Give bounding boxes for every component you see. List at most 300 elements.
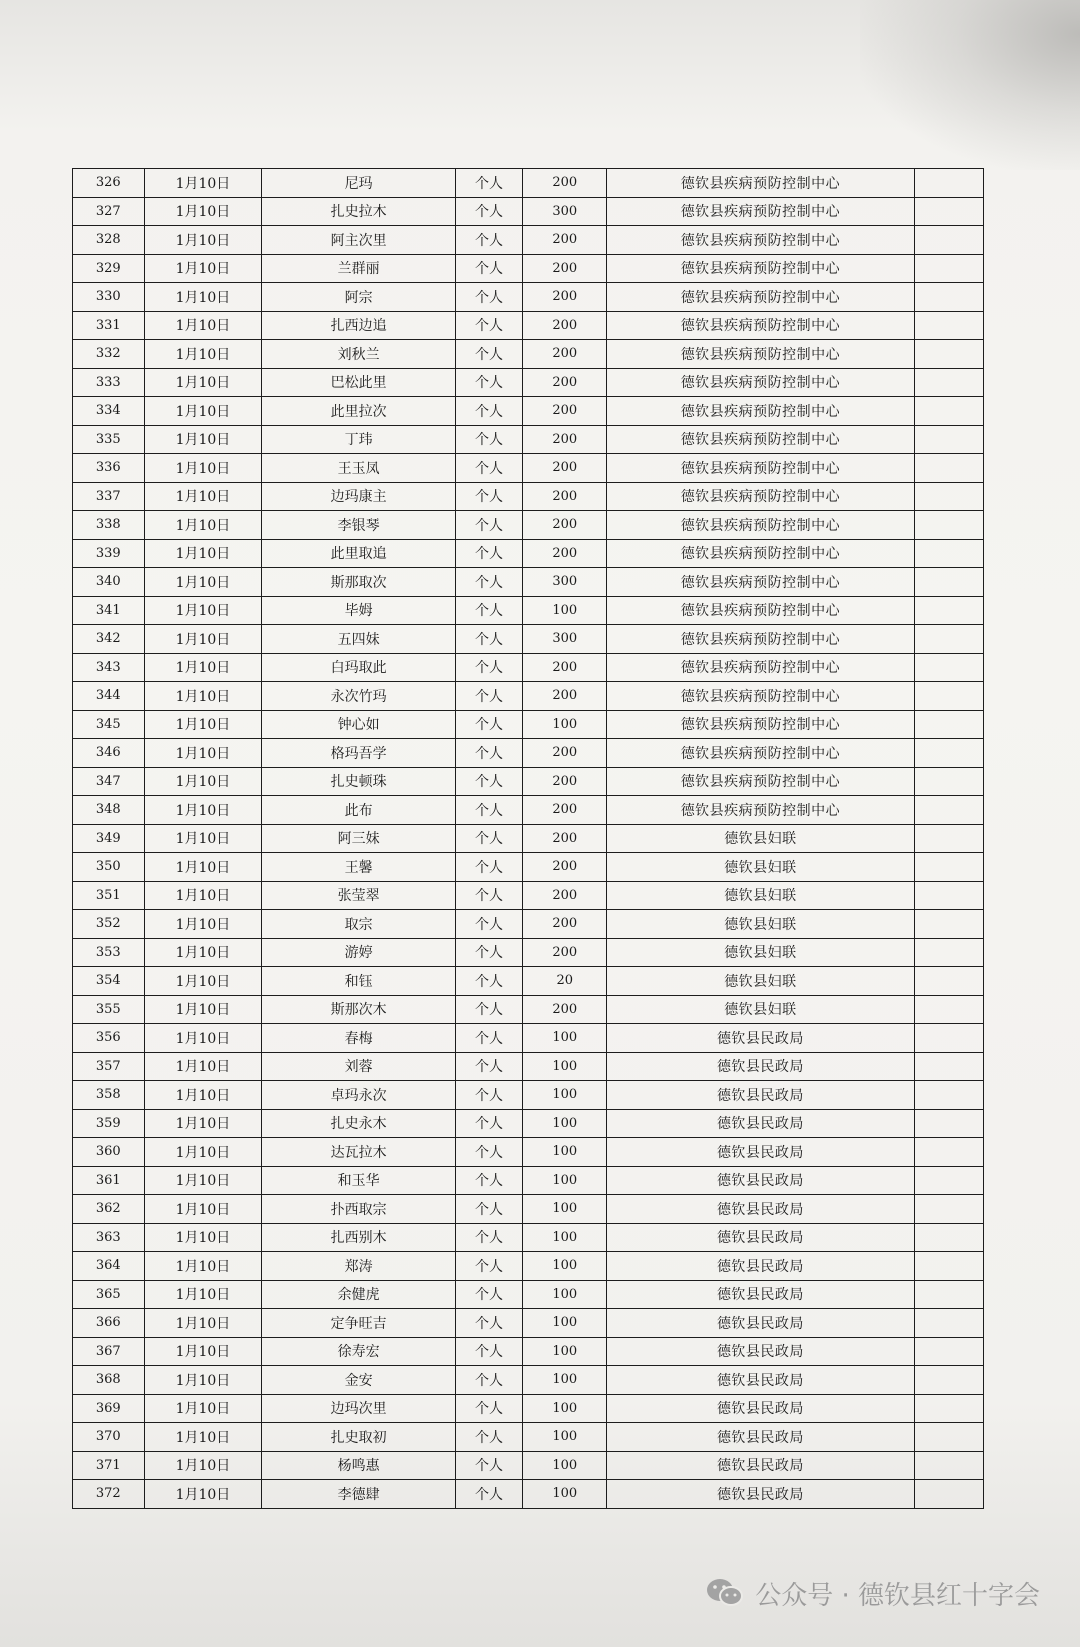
table-row	[73, 1138, 984, 1167]
row-number: 327	[73, 197, 145, 226]
table-row	[73, 739, 984, 768]
donor-name: 刘秋兰	[262, 340, 456, 369]
row-date: 1月10日	[144, 226, 262, 255]
remark-cell	[914, 169, 983, 198]
donation-amount: 200	[523, 511, 607, 540]
donor-type: 个人	[455, 910, 522, 939]
shadow-overlay	[860, 0, 1080, 170]
donor-type: 个人	[455, 853, 522, 882]
remark-cell	[914, 425, 983, 454]
donation-amount: 200	[523, 539, 607, 568]
remark-cell	[914, 682, 983, 711]
donor-type: 个人	[455, 311, 522, 340]
remark-cell	[914, 1394, 983, 1423]
donation-amount: 200	[523, 397, 607, 426]
donation-amount: 100	[523, 1337, 607, 1366]
donation-amount: 200	[523, 910, 607, 939]
row-number: 353	[73, 938, 145, 967]
donation-amount: 100	[523, 1052, 607, 1081]
donor-type: 个人	[455, 397, 522, 426]
table-row	[73, 1252, 984, 1281]
recipient-unit: 德钦县疾病预防控制中心	[607, 625, 914, 654]
donor-name: 永次竹玛	[262, 682, 456, 711]
donor-name: 李银琴	[262, 511, 456, 540]
row-number: 344	[73, 682, 145, 711]
table-row	[73, 1337, 984, 1366]
donor-type: 个人	[455, 938, 522, 967]
remark-cell	[914, 739, 983, 768]
table-row	[73, 1052, 984, 1081]
row-number: 362	[73, 1195, 145, 1224]
donor-name: 余健虎	[262, 1280, 456, 1309]
donor-name: 达瓦拉木	[262, 1138, 456, 1167]
row-number: 337	[73, 482, 145, 511]
donor-type: 个人	[455, 1138, 522, 1167]
remark-cell	[914, 796, 983, 825]
donation-amount: 100	[523, 1166, 607, 1195]
row-date: 1月10日	[144, 169, 262, 198]
remark-cell	[914, 1451, 983, 1480]
recipient-unit: 德钦县民政局	[607, 1252, 914, 1281]
table-row	[73, 311, 984, 340]
table-row	[73, 1451, 984, 1480]
table-row	[73, 1394, 984, 1423]
row-number: 345	[73, 710, 145, 739]
row-date: 1月10日	[144, 853, 262, 882]
row-number: 335	[73, 425, 145, 454]
row-date: 1月10日	[144, 796, 262, 825]
donor-type: 个人	[455, 767, 522, 796]
donor-type: 个人	[455, 653, 522, 682]
donor-type: 个人	[455, 1394, 522, 1423]
row-date: 1月10日	[144, 1480, 262, 1509]
table-row	[73, 881, 984, 910]
donation-amount: 200	[523, 995, 607, 1024]
remark-cell	[914, 340, 983, 369]
row-number: 332	[73, 340, 145, 369]
remark-cell	[914, 881, 983, 910]
donation-amount: 100	[523, 1109, 607, 1138]
recipient-unit: 德钦县疾病预防控制中心	[607, 340, 914, 369]
row-number: 330	[73, 283, 145, 312]
row-number: 343	[73, 653, 145, 682]
row-date: 1月10日	[144, 653, 262, 682]
donation-amount: 200	[523, 739, 607, 768]
donor-name: 杨鸣惠	[262, 1451, 456, 1480]
row-number: 370	[73, 1423, 145, 1452]
remark-cell	[914, 653, 983, 682]
donation-amount: 100	[523, 1451, 607, 1480]
donor-name: 边玛康主	[262, 482, 456, 511]
row-date: 1月10日	[144, 1394, 262, 1423]
recipient-unit: 德钦县疾病预防控制中心	[607, 368, 914, 397]
row-date: 1月10日	[144, 1252, 262, 1281]
row-date: 1月10日	[144, 1309, 262, 1338]
table-row	[73, 283, 984, 312]
table-row	[73, 1081, 984, 1110]
donation-amount: 200	[523, 454, 607, 483]
row-date: 1月10日	[144, 1052, 262, 1081]
row-number: 350	[73, 853, 145, 882]
donation-amount: 200	[523, 824, 607, 853]
table-row	[73, 397, 984, 426]
row-number: 346	[73, 739, 145, 768]
donor-name: 游婷	[262, 938, 456, 967]
donor-type: 个人	[455, 1166, 522, 1195]
table-row	[73, 1366, 984, 1395]
remark-cell	[914, 967, 983, 996]
remark-cell	[914, 1280, 983, 1309]
remark-cell	[914, 568, 983, 597]
donor-type: 个人	[455, 739, 522, 768]
row-date: 1月10日	[144, 1138, 262, 1167]
row-number: 365	[73, 1280, 145, 1309]
donation-amount: 200	[523, 368, 607, 397]
donor-name: 毕姆	[262, 596, 456, 625]
remark-cell	[914, 511, 983, 540]
donor-name: 和玉华	[262, 1166, 456, 1195]
table-row	[73, 226, 984, 255]
donor-type: 个人	[455, 1195, 522, 1224]
row-number: 354	[73, 967, 145, 996]
table-row	[73, 967, 984, 996]
donation-amount: 200	[523, 169, 607, 198]
donor-type: 个人	[455, 226, 522, 255]
row-date: 1月10日	[144, 340, 262, 369]
row-number: 342	[73, 625, 145, 654]
recipient-unit: 德钦县妇联	[607, 824, 914, 853]
recipient-unit: 德钦县疾病预防控制中心	[607, 169, 914, 198]
row-number: 328	[73, 226, 145, 255]
donor-type: 个人	[455, 539, 522, 568]
table-row	[73, 796, 984, 825]
row-number: 360	[73, 1138, 145, 1167]
recipient-unit: 德钦县民政局	[607, 1109, 914, 1138]
remark-cell	[914, 539, 983, 568]
recipient-unit: 德钦县疾病预防控制中心	[607, 539, 914, 568]
row-number: 357	[73, 1052, 145, 1081]
table-row	[73, 625, 984, 654]
remark-cell	[914, 1109, 983, 1138]
recipient-unit: 德钦县疾病预防控制中心	[607, 226, 914, 255]
donor-name: 斯那取次	[262, 568, 456, 597]
recipient-unit: 德钦县疾病预防控制中心	[607, 454, 914, 483]
row-number: 368	[73, 1366, 145, 1395]
remark-cell	[914, 710, 983, 739]
table-row	[73, 425, 984, 454]
remark-cell	[914, 910, 983, 939]
remark-cell	[914, 995, 983, 1024]
donation-amount: 200	[523, 767, 607, 796]
donor-name: 扎史顿珠	[262, 767, 456, 796]
recipient-unit: 德钦县民政局	[607, 1366, 914, 1395]
row-date: 1月10日	[144, 938, 262, 967]
donor-name: 兰群丽	[262, 254, 456, 283]
table-row	[73, 596, 984, 625]
recipient-unit: 德钦县疾病预防控制中心	[607, 682, 914, 711]
remark-cell	[914, 226, 983, 255]
row-number: 363	[73, 1223, 145, 1252]
row-date: 1月10日	[144, 197, 262, 226]
remark-cell	[914, 1480, 983, 1509]
donor-type: 个人	[455, 568, 522, 597]
row-date: 1月10日	[144, 1337, 262, 1366]
row-number: 331	[73, 311, 145, 340]
table-row	[73, 995, 984, 1024]
donor-type: 个人	[455, 254, 522, 283]
row-date: 1月10日	[144, 881, 262, 910]
donation-amount: 100	[523, 1252, 607, 1281]
donor-type: 个人	[455, 169, 522, 198]
recipient-unit: 德钦县民政局	[607, 1195, 914, 1224]
row-number: 351	[73, 881, 145, 910]
donor-name: 扎史取初	[262, 1423, 456, 1452]
recipient-unit: 德钦县疾病预防控制中心	[607, 710, 914, 739]
donor-name: 徐寿宏	[262, 1337, 456, 1366]
donor-name: 张莹翠	[262, 881, 456, 910]
row-number: 341	[73, 596, 145, 625]
recipient-unit: 德钦县疾病预防控制中心	[607, 568, 914, 597]
donation-amount: 200	[523, 881, 607, 910]
remark-cell	[914, 1052, 983, 1081]
row-date: 1月10日	[144, 767, 262, 796]
donation-amount: 200	[523, 254, 607, 283]
row-date: 1月10日	[144, 1024, 262, 1053]
recipient-unit: 德钦县疾病预防控制中心	[607, 425, 914, 454]
recipient-unit: 德钦县疾病预防控制中心	[607, 197, 914, 226]
donor-name: 卓玛永次	[262, 1081, 456, 1110]
remark-cell	[914, 1223, 983, 1252]
row-date: 1月10日	[144, 625, 262, 654]
row-number: 367	[73, 1337, 145, 1366]
remark-cell	[914, 625, 983, 654]
donor-type: 个人	[455, 967, 522, 996]
table-row	[73, 1195, 984, 1224]
donor-name: 扎西别木	[262, 1223, 456, 1252]
donor-type: 个人	[455, 596, 522, 625]
donor-type: 个人	[455, 482, 522, 511]
donor-type: 个人	[455, 1309, 522, 1338]
donor-name: 五四妹	[262, 625, 456, 654]
recipient-unit: 德钦县妇联	[607, 881, 914, 910]
donor-type: 个人	[455, 682, 522, 711]
row-number: 366	[73, 1309, 145, 1338]
table-row	[73, 938, 984, 967]
recipient-unit: 德钦县疾病预防控制中心	[607, 482, 914, 511]
recipient-unit: 德钦县疾病预防控制中心	[607, 254, 914, 283]
recipient-unit: 德钦县妇联	[607, 995, 914, 1024]
donor-name: 和钰	[262, 967, 456, 996]
table-row	[73, 710, 984, 739]
donor-name: 王玉凤	[262, 454, 456, 483]
remark-cell	[914, 1366, 983, 1395]
row-date: 1月10日	[144, 283, 262, 312]
table-row	[73, 511, 984, 540]
donor-type: 个人	[455, 1423, 522, 1452]
donor-type: 个人	[455, 454, 522, 483]
donor-name: 阿三妹	[262, 824, 456, 853]
row-date: 1月10日	[144, 1081, 262, 1110]
donation-amount: 200	[523, 283, 607, 312]
donation-amount: 100	[523, 1309, 607, 1338]
donor-type: 个人	[455, 625, 522, 654]
row-number: 352	[73, 910, 145, 939]
row-date: 1月10日	[144, 482, 262, 511]
donation-amount: 100	[523, 1138, 607, 1167]
recipient-unit: 德钦县民政局	[607, 1280, 914, 1309]
table-row	[73, 1423, 984, 1452]
donor-type: 个人	[455, 340, 522, 369]
recipient-unit: 德钦县妇联	[607, 967, 914, 996]
donor-name: 刘蓉	[262, 1052, 456, 1081]
donor-name: 丁玮	[262, 425, 456, 454]
donor-type: 个人	[455, 995, 522, 1024]
donation-amount: 200	[523, 653, 607, 682]
donation-amount: 100	[523, 1195, 607, 1224]
row-number: 356	[73, 1024, 145, 1053]
row-date: 1月10日	[144, 739, 262, 768]
remark-cell	[914, 482, 983, 511]
donor-type: 个人	[455, 1280, 522, 1309]
remark-cell	[914, 1081, 983, 1110]
donor-type: 个人	[455, 1252, 522, 1281]
recipient-unit: 德钦县疾病预防控制中心	[607, 596, 914, 625]
donor-name: 郑涛	[262, 1252, 456, 1281]
table-row	[73, 254, 984, 283]
remark-cell	[914, 824, 983, 853]
recipient-unit: 德钦县民政局	[607, 1223, 914, 1252]
row-date: 1月10日	[144, 1366, 262, 1395]
table-row	[73, 368, 984, 397]
donation-amount: 100	[523, 1081, 607, 1110]
table-row	[73, 767, 984, 796]
row-date: 1月10日	[144, 425, 262, 454]
row-date: 1月10日	[144, 1109, 262, 1138]
row-date: 1月10日	[144, 254, 262, 283]
donor-name: 扑西取宗	[262, 1195, 456, 1224]
table-row	[73, 653, 984, 682]
donor-name: 钟心如	[262, 710, 456, 739]
donation-table	[72, 168, 984, 1509]
row-number: 340	[73, 568, 145, 597]
recipient-unit: 德钦县民政局	[607, 1309, 914, 1338]
donation-amount: 100	[523, 1423, 607, 1452]
donor-type: 个人	[455, 1024, 522, 1053]
donation-amount: 100	[523, 1280, 607, 1309]
recipient-unit: 德钦县民政局	[607, 1394, 914, 1423]
table-row	[73, 169, 984, 198]
donor-type: 个人	[455, 1337, 522, 1366]
table-row	[73, 482, 984, 511]
donation-amount: 100	[523, 596, 607, 625]
table-row	[73, 1109, 984, 1138]
row-number: 338	[73, 511, 145, 540]
donation-amount: 300	[523, 568, 607, 597]
donor-type: 个人	[455, 1451, 522, 1480]
remark-cell	[914, 1337, 983, 1366]
remark-cell	[914, 1195, 983, 1224]
recipient-unit: 德钦县民政局	[607, 1052, 914, 1081]
remark-cell	[914, 254, 983, 283]
row-date: 1月10日	[144, 311, 262, 340]
donor-type: 个人	[455, 511, 522, 540]
row-date: 1月10日	[144, 1451, 262, 1480]
donor-name: 阿主次里	[262, 226, 456, 255]
donation-amount: 200	[523, 425, 607, 454]
donation-amount: 200	[523, 226, 607, 255]
row-date: 1月10日	[144, 710, 262, 739]
table-row	[73, 1280, 984, 1309]
donor-name: 巴松此里	[262, 368, 456, 397]
donation-amount: 20	[523, 967, 607, 996]
donor-name: 李德肆	[262, 1480, 456, 1509]
donation-amount: 100	[523, 710, 607, 739]
donor-name: 扎西边追	[262, 311, 456, 340]
donor-name: 白玛取此	[262, 653, 456, 682]
donor-name: 王馨	[262, 853, 456, 882]
donor-name: 扎史拉木	[262, 197, 456, 226]
donor-type: 个人	[455, 796, 522, 825]
row-number: 348	[73, 796, 145, 825]
recipient-unit: 德钦县民政局	[607, 1337, 914, 1366]
donor-type: 个人	[455, 1052, 522, 1081]
donation-amount: 200	[523, 938, 607, 967]
donor-name: 阿宗	[262, 283, 456, 312]
row-number: 361	[73, 1166, 145, 1195]
row-number: 358	[73, 1081, 145, 1110]
donation-list-sheet	[72, 168, 984, 1518]
row-number: 371	[73, 1451, 145, 1480]
row-number: 349	[73, 824, 145, 853]
recipient-unit: 德钦县疾病预防控制中心	[607, 767, 914, 796]
donor-name: 边玛次里	[262, 1394, 456, 1423]
recipient-unit: 德钦县妇联	[607, 853, 914, 882]
recipient-unit: 德钦县疾病预防控制中心	[607, 739, 914, 768]
remark-cell	[914, 311, 983, 340]
donor-name: 春梅	[262, 1024, 456, 1053]
recipient-unit: 德钦县民政局	[607, 1166, 914, 1195]
row-date: 1月10日	[144, 682, 262, 711]
table-row	[73, 1166, 984, 1195]
donor-type: 个人	[455, 283, 522, 312]
row-number: 333	[73, 368, 145, 397]
remark-cell	[914, 197, 983, 226]
donor-type: 个人	[455, 197, 522, 226]
donor-type: 个人	[455, 1109, 522, 1138]
row-date: 1月10日	[144, 511, 262, 540]
donation-amount: 200	[523, 311, 607, 340]
row-number: 359	[73, 1109, 145, 1138]
recipient-unit: 德钦县疾病预防控制中心	[607, 511, 914, 540]
donation-amount: 200	[523, 340, 607, 369]
donor-type: 个人	[455, 881, 522, 910]
table-row	[73, 1309, 984, 1338]
row-number: 334	[73, 397, 145, 426]
row-date: 1月10日	[144, 995, 262, 1024]
table-row	[73, 197, 984, 226]
remark-cell	[914, 1166, 983, 1195]
recipient-unit: 德钦县疾病预防控制中心	[607, 397, 914, 426]
donation-amount: 100	[523, 1480, 607, 1509]
donation-amount: 100	[523, 1394, 607, 1423]
donor-type: 个人	[455, 1223, 522, 1252]
donor-type: 个人	[455, 710, 522, 739]
wechat-icon	[705, 1577, 745, 1609]
row-date: 1月10日	[144, 454, 262, 483]
remark-cell	[914, 397, 983, 426]
row-date: 1月10日	[144, 1166, 262, 1195]
row-date: 1月10日	[144, 1280, 262, 1309]
